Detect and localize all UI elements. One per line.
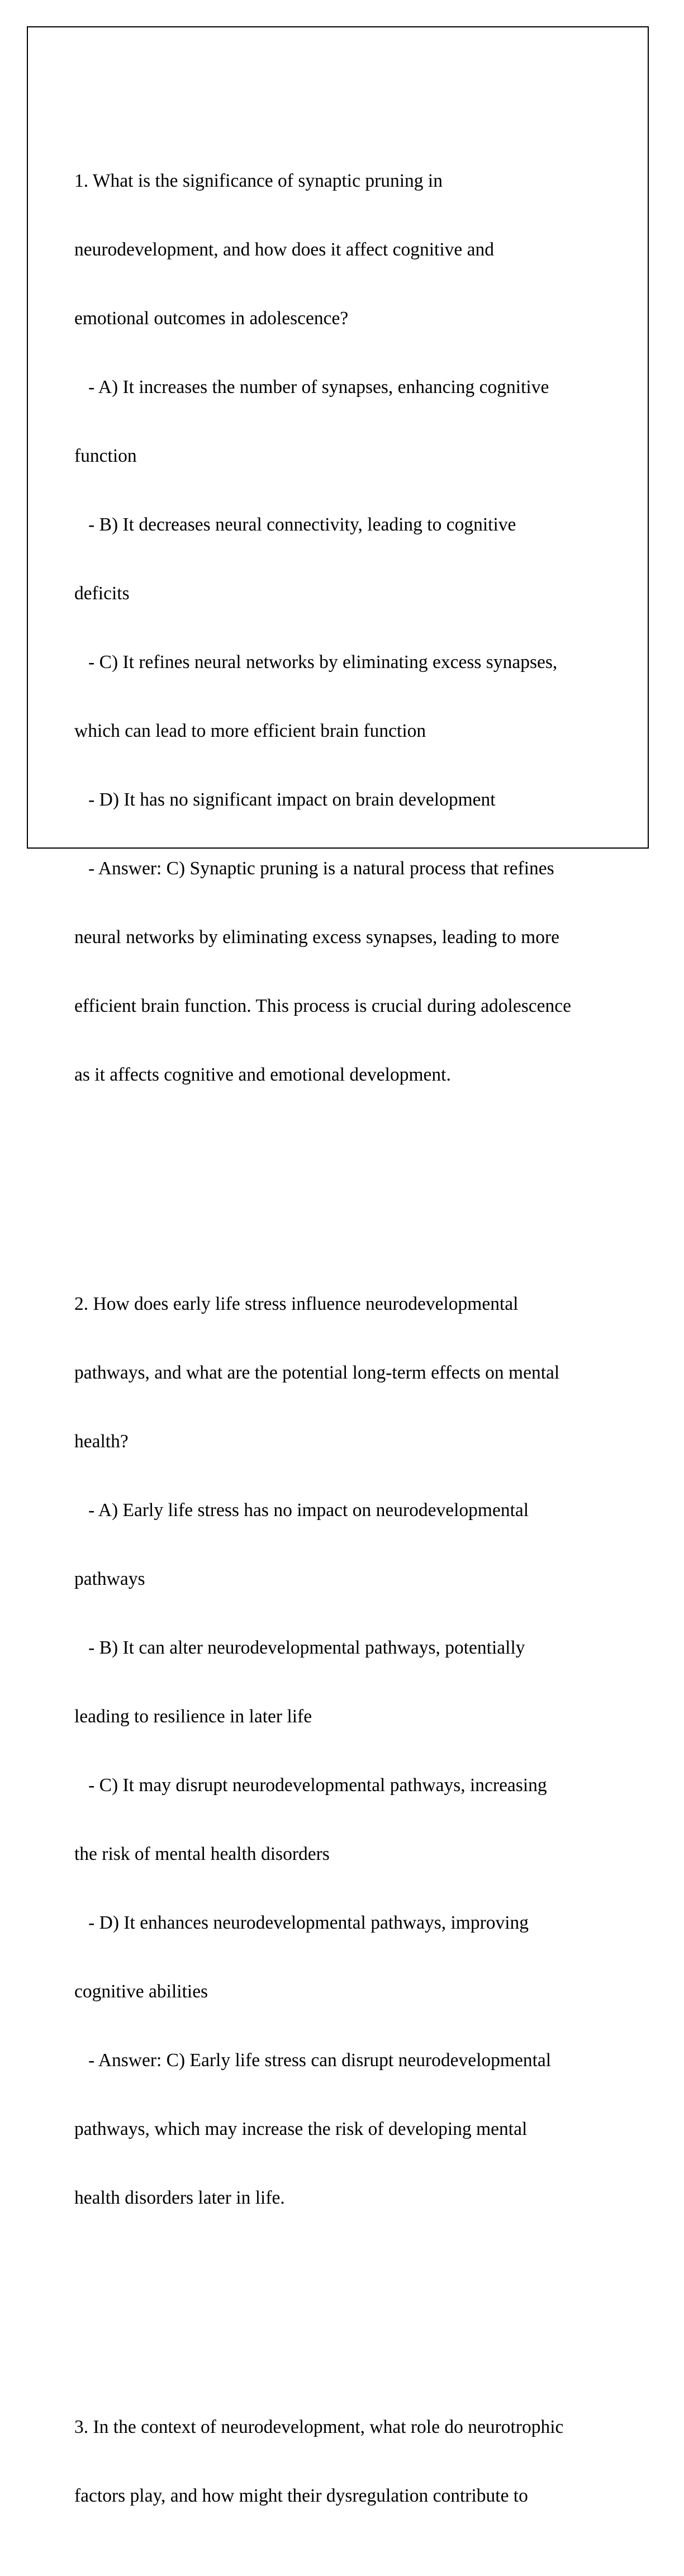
option-c: - C) It may disrupt neurodevelopmental pathways, increasing (74, 1775, 547, 1796)
question-3 (74, 2370, 622, 2553)
text-line: health? (74, 1431, 129, 1452)
question-2 (74, 1247, 622, 2255)
option-d: - D) It has no significant impact on brain development (74, 789, 496, 810)
text-line: pathways, which may increase the risk of developing mental (74, 2119, 528, 2139)
text-line: cognitive abilities (74, 1981, 208, 2002)
text-line: pathways (74, 1569, 145, 1589)
text-line: efficient brain function. This process is crucial during adolescence (74, 996, 571, 1016)
text-line: as it affects cognitive and emotional development. (74, 1064, 451, 1085)
text-line: health disorders later in life. (74, 2187, 285, 2208)
text-line: pathways, and what are the potential long-term effects on mental (74, 1362, 560, 1383)
text-line: which can lead to more efficient brain function (74, 721, 426, 741)
answer: - Answer: C) Synaptic pruning is a natural process that refines (74, 858, 554, 879)
text-line: leading to resilience in later life (74, 1706, 312, 1727)
document-body (74, 78, 622, 2576)
text-line: factors play, and how might their dysregulation contribute to (74, 2485, 528, 2506)
text-line: neural networks by eliminating excess synapses, leading to more (74, 927, 559, 948)
paragraph-gap (74, 1178, 622, 1201)
option-a: - A) It increases the number of synapses, enhancing cognitive (74, 377, 549, 397)
option-b: - B) It can alter neurodevelopmental pathways, potentially (74, 1637, 525, 1658)
option-b: - B) It decreases neural connectivity, leading to cognitive (74, 514, 516, 535)
text-line: 3. In the context of neurodevelopment, what role do neurotrophic (74, 2417, 564, 2437)
option-a: - A) Early life stress has no impact on neurodevelopmental (74, 1500, 529, 1521)
text-line: emotional outcomes in adolescence? (74, 308, 349, 329)
question-1 (74, 124, 622, 1132)
paragraph-gap (74, 2301, 622, 2324)
text-line: 1. What is the significance of synaptic pruning in (74, 171, 443, 191)
text-line: function (74, 446, 137, 466)
text-line: 2. How does early life stress influence neurodevelopmental (74, 1294, 519, 1314)
option-c: - C) It refines neural networks by eliminating excess synapses, (74, 652, 558, 673)
text-line: the risk of mental health disorders (74, 1844, 330, 1864)
option-d: - D) It enhances neurodevelopmental pathways, improving (74, 1912, 529, 1933)
answer: - Answer: C) Early life stress can disrupt neurodevelopmental (74, 2050, 552, 2071)
text-line: neurodevelopment, and how does it affect cognitive and (74, 239, 495, 260)
text-line: deficits (74, 583, 130, 604)
